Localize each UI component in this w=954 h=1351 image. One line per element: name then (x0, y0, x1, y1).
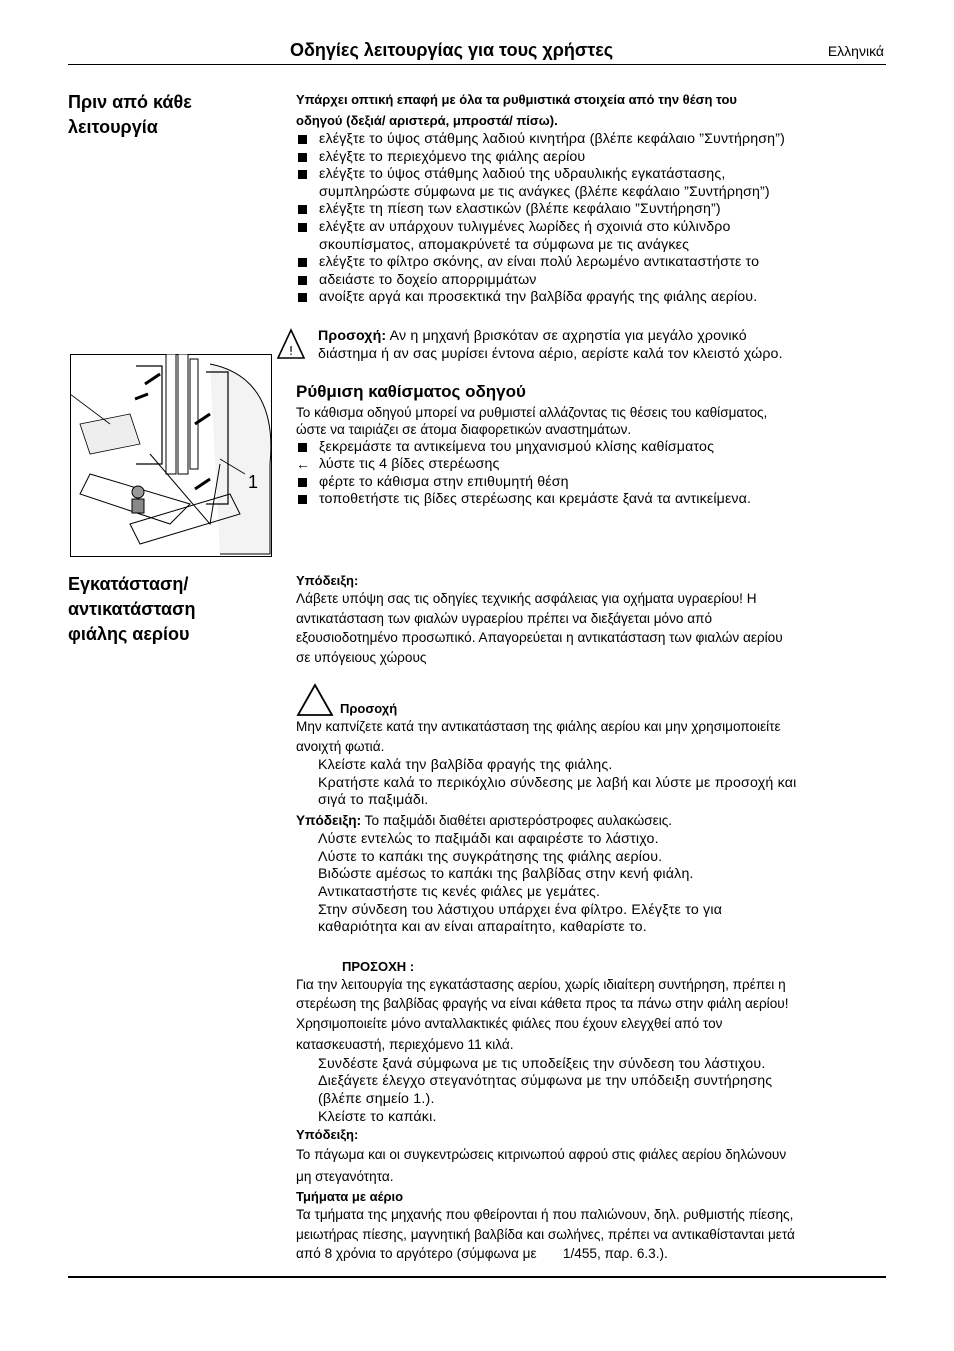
caution-2-label: ΠΡΟΣΟΧΗ : (342, 958, 415, 974)
bullet-square-icon (298, 276, 307, 285)
note-3-label: Υπόδειξη: (296, 1127, 359, 1143)
bullet-square-icon (298, 205, 307, 214)
list-item: ελέγξτε το περιεχόμενο της φιάλης αερίου (296, 149, 888, 167)
steps-block-2: Λύστε εντελώς το παξιμάδι και αφαιρέστε το λάστιχο. Λύστε το καπάκι της συγκράτησης της φιάλης αερίου. Βιδώστε αμέσως το καπάκι της βαλβίδας στην κενή φιάλη. Αντικαταστήστε τις κενές φιάλες με γεμάτες. Στην σύνδεση του λάστιχου υπάρχει ένα φίλτρο. Ελέγξτε το για καθαριότητα και αν είναι απαραίτητο, καθαρίστε το. (318, 831, 723, 936)
checklist (296, 131, 888, 307)
caution-label: Προσοχή: (318, 328, 387, 344)
gas-cylinder-section: Υπόδειξη: Λάβετε υπόψη σας τις οδηγίες τεχνικής ασφάλειας για οχήματα υγραερίου! Η αντικατάσταση των φιαλών υγραερίου πρέπει να διεξάγεται μόνο από εξουσιοδοτημένο προσωπικό. Απαγορεύεται η αντικατάσταση των φιαλών αερίου σε υπόγειους χώρους Προσοχή Μην καπνίζετε κατά την αντικατάσταση της φιάλης αερίου και μην χρησιμοποιείτε ανοιχτή φωτιά. Κλείστε καλά την βαλβίδα φραγής της φιάλης. Κρατήστε καλά το περικόχλιο σύνδεσης με λαβή και λύστε με προσοχή και σιγά το παξιμάδι. Υπόδειξη: Το παξιμάδι διαθέτει αριστερόστροφες αυλακώσεις. Λύστε εντελώς το παξιμάδι και αφαιρέστε το λάστιχο. Λύστε το καπάκι της συγκράτησης της φιάλης αερίου. Βιδώστε αμέσως το καπάκι της βαλβίδας στην κενή φιάλη. Αντικαταστήστε τις κενές φιάλες με γεμάτες. Στην σύνδεση του λάστιχου υπάρχει ένα φίλτρο. Ελέγξτε το για καθαριότητα και αν είναι απαραίτητο, καθαρίστε το. ΠΡΟΣΟΧΗ : Για την λειτουργία της εγκατάστασης αερίου, χωρίς ιδιαίτερη συντήρηση, πρέπει η στερέωση της βαλβίδας φραγής να είναι κάθετα προς τα πάνω στην φιάλη αερίου! Χρησιμοποιείτε μόνο ανταλλακτικές φιάλες που έχουν ελεγχθεί από τον κατασκευαστή, περιεχόμενο 11 κιλά. Συνδέστε ξανά σύμφωνα με τις υποδείξεις την σύνδεση του λάστιχου. Διεξάγετε έλεγχο στεγανότητας σύμφωνα με την υπόδειξη συντήρησης (βλέπε σημείο 1.). Κλείστε το καπάκι. Υπόδειξη: Το πάγωμα και οι συγκεντρώσεις κιτρινωπού αφρού στις φιάλες αερίου δηλώνουν μη στεγανότητα. Τμήματα με αέριο Τα τμήματα της μηχανής που φθείρονται ή που παλιώνουν, δηλ. ρυθμιστής πίεσης, μειωτήρας πίεσης, μαγνητική βαλβίδα και σωλήνες, πρέπει να αντικαθίστανται μετά από 8 χρόνια το αργότερο (σύμφωνα με 1/455, παρ. 6.3.). (296, 573, 888, 1264)
seat-adjustment-figure (70, 354, 272, 557)
arrow-left-icon: ← (296, 456, 311, 473)
pre-operation-checks (296, 89, 888, 307)
list-item-continuation: σκουπίσματος, απομακρύνετέ τα σύμφωνα με τις ανάγκες (319, 236, 690, 253)
list-item: ελέγξτε το ύψος στάθμης λαδιού κινητήρα (βλέπε κεφάλαιο ”Συντήρηση”) (296, 131, 888, 149)
bullet-square-icon (298, 293, 307, 302)
list-item: ανοίξτε αργά και προσεκτικά την βαλβίδα φραγής της φιάλης αερίου. (296, 289, 888, 307)
gas-parts-label: Τμήματα με αέριο (296, 1189, 404, 1205)
caution-label: Προσοχή (340, 701, 398, 716)
list-item: ← λύστε τις 4 βίδες στερέωσης (296, 456, 500, 473)
seat-steps (296, 439, 888, 509)
steps-block-3: Συνδέστε ξανά σύμφωνα με τις υποδείξεις την σύνδεση του λάστιχου. Διεξάγετε έλεγχο στεγανότητας σύμφωνα με την υπόδειξη συντήρησης (βλέπε σημείο 1.). Κλείστε το καπάκι. (318, 1055, 773, 1125)
list-item: ελέγξτε τη πίεση των ελαστικών (βλέπε κεφάλαιο ”Συντήρηση”) (296, 201, 888, 219)
seat-adjustment-section (296, 383, 888, 509)
bullet-square-icon (298, 170, 307, 179)
note-2: Υπόδειξη: Το παξιμάδι διαθέτει αριστερόστροφες αυλακώσεις. (296, 812, 673, 828)
list-item: φέρτε το κάθισμα στην επιθυμητή θέση (296, 474, 888, 492)
warning-triangle-icon (276, 328, 306, 360)
list-item-continuation: συμπληρώστε σύμφωνα με τις ανάγκες (βλέπε κεφάλαιο ”Συντήρηση”) (319, 183, 770, 200)
bullet-square-icon (298, 478, 307, 487)
seat-description: Το κάθισμα οδηγού μπορεί να ρυθμιστεί αλλάζοντας τις θέσεις του καθίσματος, ώστε να ταιριάζει σε άτομα διαφορετικών αναστημάτων. (296, 404, 768, 438)
bullet-square-icon (298, 135, 307, 144)
list-item: ελέγξτε αν υπάρχουν τυλιγμένες λωρίδες ή σχοινιά στο κύλινδρο (296, 219, 888, 237)
bullet-square-icon (298, 258, 307, 267)
bullet-square-icon (298, 223, 307, 232)
svg-text:!: ! (288, 344, 294, 358)
list-item: αδειάστε το δοχείο απορριμμάτων (296, 272, 888, 290)
list-item: ξεκρεμάστε τα αντικείμενα του μηχανισμού κλίσης καθίσματος (296, 439, 888, 457)
intro-text: Υπάρχει οπτική επαφή με όλα τα ρυθμιστικά στοιχεία από την θέση του οδηγού (δεξιά/ αριστερά, μπροστά/ πίσω). (296, 92, 737, 128)
header-rule (68, 64, 886, 65)
bullet-square-icon (298, 443, 307, 452)
document-title: Οδηγίες λειτουργίας για τους χρήστες (290, 40, 614, 60)
note-label: Υπόδειξη: (296, 573, 359, 588)
language-label: Ελληνικά (827, 43, 884, 59)
section-title-before-operation: Πριν από κάθε λειτουργία (68, 92, 192, 137)
list-item: ελέγξτε το ύψος στάθμης λαδιού της υδραυλικής εγκατάστασης, (296, 166, 888, 184)
caution-heading-row (296, 687, 888, 717)
figure-callout-label: 1 (248, 472, 259, 492)
caution-block: Προσοχή: Αν η μηχανή βρισκόταν σε αχρηστία για μεγάλο χρονικό διάστημα ή αν σας μυρίσει έντονα αέριο, αερίστε καλά τον κλειστό χώρο. (318, 328, 783, 362)
footer-rule (68, 1276, 886, 1278)
bullet-square-icon (298, 153, 307, 162)
list-item: τοποθετήστε τις βίδες στερέωσης και κρεμάστε ξανά τα αντικείμενα. (296, 491, 888, 509)
section-title-gas-cylinder: Εγκατάσταση/ αντικατάσταση φιάλης αερίου (68, 574, 196, 644)
list-item: ελέγξτε το φίλτρο σκόνης, αν είναι πολύ λερωμένο αντικαταστήστε το (296, 254, 888, 272)
steps-block-1: Κλείστε καλά την βαλβίδα φραγής της φιάλης. Κρατήστε καλά το περικόχλιο σύνδεσης με λαβή και λύστε με προσοχή και σιγά το παξιμάδι. (318, 757, 797, 809)
bullet-square-icon (298, 495, 307, 504)
warning-triangle-icon (296, 683, 334, 717)
seat-heading: Ρύθμιση καθίσματος οδηγού (296, 382, 526, 401)
